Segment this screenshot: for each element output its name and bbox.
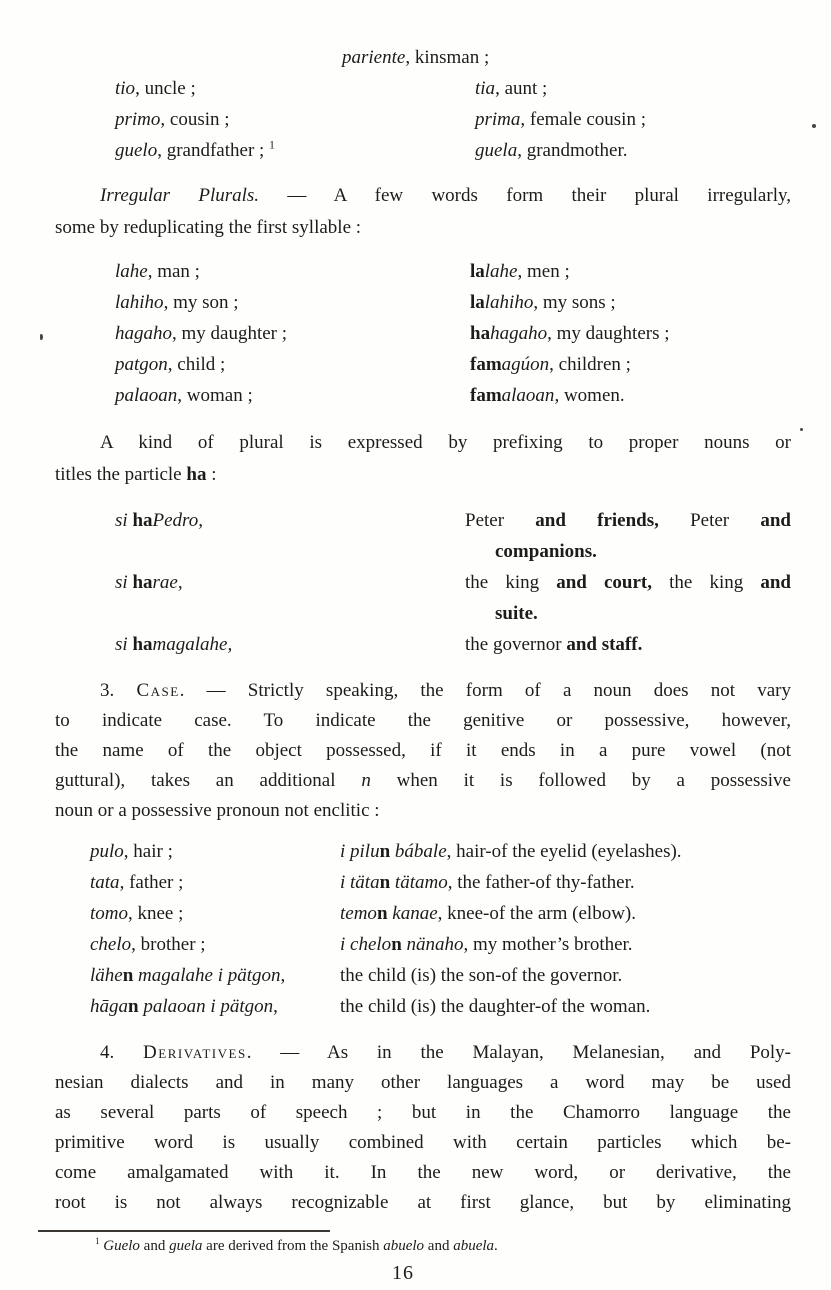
definition-cell: lalahe, men ; bbox=[470, 261, 570, 282]
definition-line: the king and court, the king and bbox=[465, 572, 791, 593]
term-cell: si harae, bbox=[115, 572, 183, 593]
definition-cell bbox=[465, 505, 821, 567]
footnote-text: $^1$ Guelo and guela are derived from the Spanish abuelo and abuela. bbox=[95, 1236, 498, 1254]
definition-cell: tia, aunt ; bbox=[475, 78, 548, 99]
paragraph-line: the name of the object possessed, if it ends in a pure vowel (not bbox=[55, 740, 791, 761]
plural-forms-table bbox=[115, 256, 791, 411]
paragraph-line: root is not always recognizable at first glance, but by eliminating bbox=[55, 1192, 791, 1213]
definition-cell: lalahiho, my sons ; bbox=[470, 292, 616, 313]
definition-cell: i chelon nänaho, my mother’s brother. bbox=[340, 934, 633, 955]
term-cell: lahiho, my son ; bbox=[115, 292, 239, 313]
table-row bbox=[115, 318, 791, 349]
genitive-examples-table bbox=[90, 836, 791, 1022]
paragraph-line: primitive word is usually combined with certain particles which be- bbox=[55, 1132, 791, 1153]
table-row bbox=[115, 287, 791, 318]
scan-artifact-dot bbox=[800, 428, 803, 431]
term-cell: pulo, hair ; bbox=[90, 841, 173, 862]
term-cell: tata, father ; bbox=[90, 872, 184, 893]
table-row bbox=[115, 629, 791, 660]
definition-line: companions. bbox=[495, 541, 597, 562]
scan-artifact-dot bbox=[812, 124, 816, 128]
paragraph-line: titles the particle ha : bbox=[55, 464, 217, 485]
irregular-plurals-paragraph bbox=[55, 180, 791, 244]
term-cell: patgon, child ; bbox=[115, 354, 226, 375]
term-cell: tio, uncle ; bbox=[115, 78, 196, 99]
term-cell: si hamagalahe, bbox=[115, 634, 233, 655]
table-row bbox=[115, 104, 791, 135]
definition-cell: famalaoan, women. bbox=[470, 385, 625, 406]
table-row bbox=[90, 991, 791, 1022]
term-cell: lähen magalahe i pätgon, bbox=[90, 965, 286, 986]
ha-prefix-paragraph bbox=[55, 427, 791, 491]
ha-prefix-examples-table bbox=[115, 505, 791, 660]
term-cell: tomo, knee ; bbox=[90, 903, 184, 924]
term-cell: si haPedro, bbox=[115, 510, 203, 531]
definition-cell: famagúon, children ; bbox=[470, 354, 631, 375]
paragraph-line: to indicate case. To indicate the genitive or possessive, however, bbox=[55, 710, 791, 731]
scan-artifact-dot bbox=[40, 334, 43, 340]
definition-cell: hahagaho, my daughters ; bbox=[470, 323, 670, 344]
term-cell: primo, cousin ; bbox=[115, 109, 230, 130]
paragraph-line: nesian dialects and in many other languages a word may be used bbox=[55, 1072, 791, 1093]
kinship-vocab-table bbox=[115, 42, 791, 166]
term-cell: guelo, grandfather ; $^1$ bbox=[115, 139, 275, 161]
derivatives-section-paragraph bbox=[55, 1038, 791, 1218]
table-row bbox=[115, 505, 791, 567]
paragraph-line: 4. Derivatives. — As in the Malayan, Melanesian, and Poly- bbox=[100, 1042, 792, 1063]
page-number: 16 bbox=[392, 1262, 414, 1284]
table-row bbox=[90, 929, 791, 960]
footnote-rule bbox=[38, 1230, 330, 1232]
paragraph-line: A kind of plural is expressed by prefixing to proper nouns or bbox=[100, 432, 791, 453]
paragraph-line: as several parts of speech ; but in the Chamorro language the bbox=[55, 1102, 791, 1123]
table-row bbox=[90, 867, 791, 898]
term-cell: hagaho, my daughter ; bbox=[115, 323, 288, 344]
table-row bbox=[115, 380, 791, 411]
definition-line: Peter and friends, Peter and bbox=[465, 510, 791, 531]
table-row bbox=[115, 349, 791, 380]
case-section-paragraph bbox=[55, 676, 791, 826]
definition-cell: guela, grandmother. bbox=[475, 140, 628, 161]
table-row bbox=[115, 73, 791, 104]
term-cell: lahe, man ; bbox=[115, 261, 200, 282]
table-row bbox=[115, 567, 791, 629]
term-cell: palaoan, woman ; bbox=[115, 385, 253, 406]
table-row bbox=[90, 898, 791, 929]
table-row bbox=[90, 960, 791, 991]
paragraph-line: come amalgamated with it. In the new word, or derivative, the bbox=[55, 1162, 791, 1183]
definition-cell: the child (is) the son-of the governor. bbox=[340, 965, 623, 986]
definition-line: suite. bbox=[495, 603, 538, 624]
definition-cell: the child (is) the daughter-of the woman. bbox=[340, 996, 651, 1017]
definition-cell: temon kanae, knee-of the arm (elbow). bbox=[340, 903, 636, 924]
term-cell: hāgan palaoan i pätgon, bbox=[90, 996, 278, 1017]
table-row bbox=[115, 256, 791, 287]
paragraph-line: Irregular Plurals. — A few words form their plural irregularly, bbox=[100, 185, 791, 206]
definition-cell bbox=[465, 629, 791, 660]
paragraph-line: noun or a possessive pronoun not enclitic : bbox=[55, 800, 380, 821]
term-cell: chelo, brother ; bbox=[90, 934, 206, 955]
table-row bbox=[90, 836, 791, 867]
paragraph-line: some by reduplicating the first syllable : bbox=[55, 217, 362, 238]
definition-cell: i tätan tätamo, the father-of thy-father. bbox=[340, 872, 635, 893]
definition-cell: prima, female cousin ; bbox=[475, 109, 646, 130]
paragraph-line: guttural), takes an additional n when it is followed by a possessive bbox=[55, 770, 791, 791]
table-row bbox=[115, 135, 791, 166]
paragraph-line: 3. Case. — Strictly speaking, the form of a noun does not vary bbox=[100, 680, 791, 701]
kinship-header-entry: pariente, kinsman ; bbox=[342, 47, 490, 68]
definition-line: the governor and staff. bbox=[465, 634, 643, 655]
definition-cell: i pilun bábale, hair-of the eyelid (eyelashes). bbox=[340, 841, 682, 862]
definition-cell bbox=[465, 567, 821, 629]
